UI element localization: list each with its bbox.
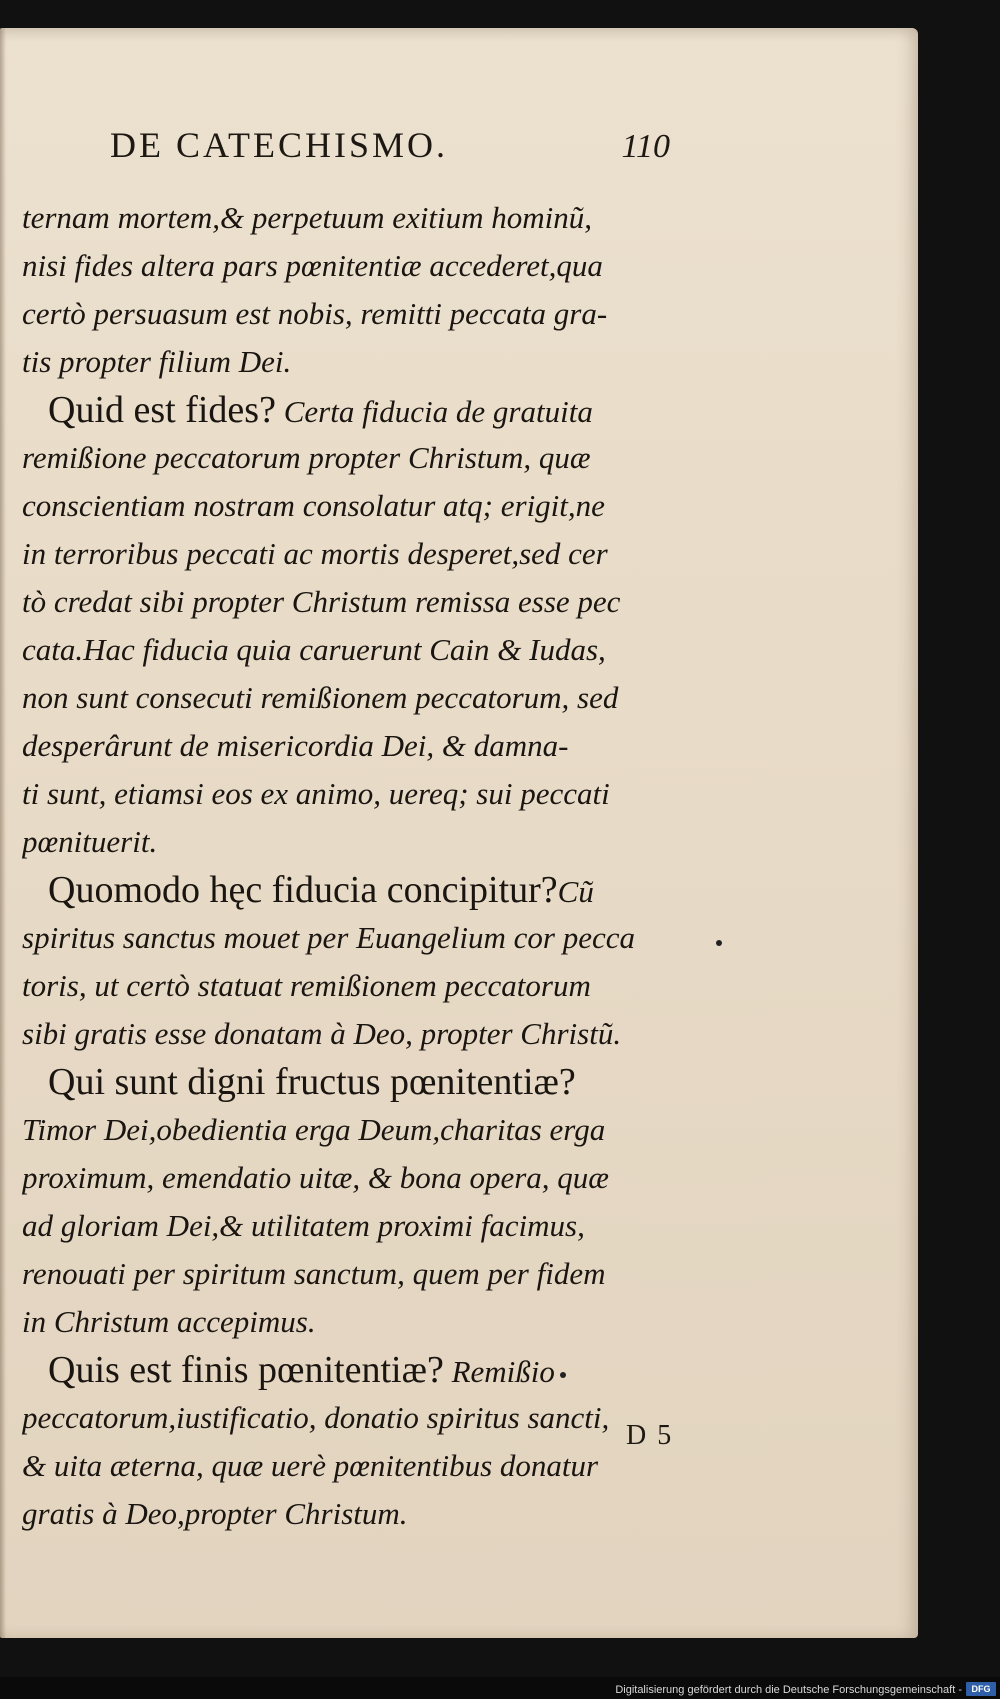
page-gutter-shadow (0, 28, 6, 1638)
text-line (22, 242, 682, 290)
line-text: tis propter filium Dei. (22, 344, 292, 379)
text-line (22, 818, 682, 866)
line-text: spiritus sanctus mouet per Euangelium cor pecca (22, 920, 636, 955)
text-line (22, 914, 682, 962)
question-text: Quis est finis pœnitentiæ? (48, 1349, 444, 1391)
text-line (22, 1250, 682, 1298)
text-line (22, 962, 682, 1010)
question-text: Quomodo hęc fiducia concipitur? (48, 869, 558, 911)
text-line (22, 626, 682, 674)
ink-speck (716, 940, 722, 946)
line-text: sibi gratis esse donatam à Deo, propter Christũ. (22, 1016, 622, 1051)
text-line (22, 674, 682, 722)
running-head: DE CATECHISMO. (110, 125, 449, 165)
line-text: proximum, emendatio uitæ, & bona opera, quæ (22, 1160, 609, 1195)
line-text: renouati per spiritum sanctum, quem per fidem (22, 1256, 606, 1291)
text-line (22, 1106, 682, 1154)
ink-speck (560, 1372, 566, 1378)
line-text: gratis à Deo,propter Christum. (22, 1496, 408, 1531)
text-line (22, 770, 682, 818)
question-line (22, 1346, 682, 1394)
question-line (22, 386, 682, 434)
line-text: certò persuasum est nobis, remitti peccata gra- (22, 296, 608, 331)
line-text: Remißio (443, 1354, 555, 1389)
footer-credit: Digitalisierung gefördert durch die Deutsche Forschungsgemeinschaft - (615, 1684, 962, 1696)
line-text: in Christum accepimus. (22, 1304, 316, 1339)
line-text: tò credat sibi propter Christum remissa esse pec (22, 584, 621, 619)
book-page (0, 28, 918, 1638)
line-text: cata.Hac fiducia quia caruerunt Cain & Iudas, (22, 632, 606, 667)
line-text: Timor Dei,obedientia erga Deum,charitas erga (22, 1112, 606, 1147)
line-text: peccatorum,iustificatio, donatio spiritus sancti, (22, 1400, 610, 1435)
text-line (22, 1202, 682, 1250)
question-text: Qui sunt digni fructus pœnitentiæ? (48, 1061, 576, 1103)
line-text: Cũ (557, 874, 594, 909)
question-text: Quid est fides? (48, 389, 276, 431)
line-text: ternam mortem,& perpetuum exitium hominũ, (22, 200, 592, 235)
text-line (22, 290, 682, 338)
text-line (22, 194, 682, 242)
signature-mark: D 5 (626, 1420, 674, 1451)
text-line (22, 1010, 682, 1058)
dfg-logo: DFG (966, 1682, 996, 1696)
text-line (22, 1394, 682, 1442)
line-text: conscientiam nostram consolatur atq; erigit,ne (22, 488, 605, 523)
text-line (22, 482, 682, 530)
line-text: remißione peccatorum propter Christum, quæ (22, 440, 591, 475)
footer-bar (0, 1677, 1000, 1699)
text-line (22, 338, 682, 386)
line-text: ad gloriam Dei,& utilitatem proximi facimus, (22, 1208, 585, 1243)
page-number: 110 (621, 128, 670, 165)
text-line (22, 1490, 682, 1538)
line-text: toris, ut certò statuat remißionem peccatorum (22, 968, 591, 1003)
line-text: nisi fides altera pars pœnitentiæ accederet,qua (22, 248, 603, 283)
line-text: non sunt consecuti remißionem peccatorum, sed (22, 680, 619, 715)
text-line (22, 530, 682, 578)
line-text: ti sunt, etiamsi eos ex animo, uereq; sui peccati (22, 776, 610, 811)
question-line (22, 866, 682, 914)
line-text: Certa fiducia de gratuita (275, 394, 593, 429)
text-line (22, 722, 682, 770)
text-line (22, 434, 682, 482)
text-line (22, 1442, 682, 1490)
page-header (110, 124, 670, 184)
text-line (22, 1298, 682, 1346)
text-line (22, 1154, 682, 1202)
line-text: desperârunt de misericordia Dei, & damna- (22, 728, 569, 763)
text-line (22, 578, 682, 626)
line-text: in terroribus peccati ac mortis desperet,sed cer (22, 536, 608, 571)
line-text: pœnituerit. (22, 824, 158, 859)
question-line (22, 1058, 682, 1106)
line-text: & uita æterna, quæ uerè pœnitentibus donatur (22, 1448, 599, 1483)
body-text (22, 194, 682, 1538)
